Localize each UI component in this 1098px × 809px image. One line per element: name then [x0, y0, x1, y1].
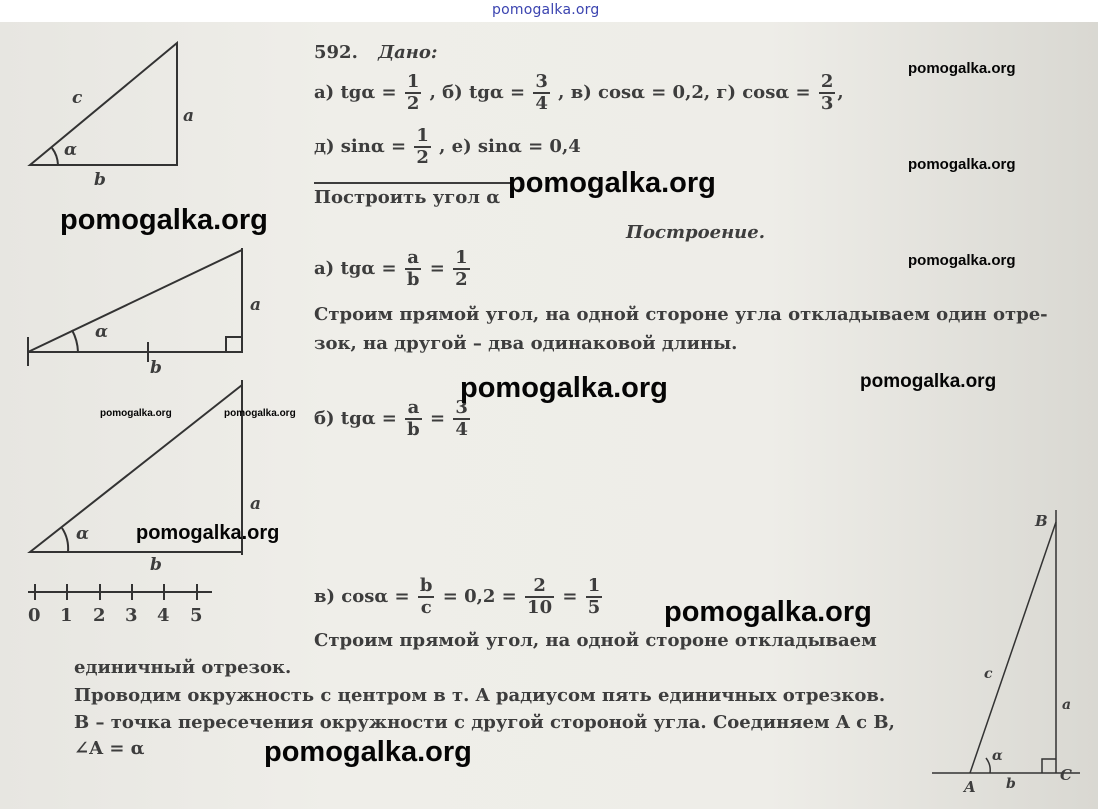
numerator: a — [405, 248, 422, 270]
task-text: Построить угол α — [314, 187, 501, 208]
figure3-label-b: b — [150, 555, 162, 575]
watermark: pomogalka.org — [908, 156, 1016, 173]
watermark: pomogalka.org — [908, 60, 1016, 77]
given-line-1 — [314, 72, 844, 114]
figure1-label-b: b — [94, 170, 106, 190]
figure4-angle-arc — [986, 758, 990, 773]
part-a-line-1: Строим прямой угол, на одной стороне угла откладываем один отре- — [314, 304, 1048, 325]
fraction — [453, 248, 470, 290]
part-b-prefix: б) tgα = — [314, 408, 397, 429]
watermark: pomogalka.org — [908, 252, 1016, 269]
part-v-line-1: Строим прямой угол, на одной стороне откладываем — [314, 630, 877, 651]
figure3-label-alpha: α — [76, 524, 90, 544]
denominator: 4 — [455, 419, 468, 440]
figure4-label-A: A — [964, 778, 976, 796]
given-e: , е) sinα = 0,4 — [439, 136, 581, 157]
fraction — [525, 576, 554, 618]
denominator: b — [406, 269, 420, 290]
fraction — [405, 72, 422, 114]
fraction — [418, 576, 435, 618]
given-label: Дано: — [378, 42, 438, 63]
given-line-2 — [314, 126, 581, 168]
figure1-label-a: a — [183, 106, 195, 126]
part-a-line-2: зок, на другой – два одинаковой длины. — [314, 333, 738, 354]
denominator: 10 — [527, 597, 553, 618]
denominator: c — [420, 597, 432, 618]
denominator: 2 — [406, 93, 420, 114]
given-b: , б) tgα = — [429, 82, 526, 103]
figure1-label-c: c — [72, 88, 83, 108]
fraction — [405, 398, 422, 440]
problem-number-text: 592. — [314, 42, 358, 63]
denominator: 3 — [820, 93, 834, 114]
given-a: а) tgα = — [314, 82, 397, 103]
fraction — [405, 248, 422, 290]
ruler-label-4: 4 — [157, 605, 170, 626]
ruler-label-5: 5 — [190, 605, 203, 626]
given-v-g: , в) cosα = 0,2, г) cosα = — [558, 82, 811, 103]
part-v-line-3: Проводим окружность с центром в т. A радиусом пять единичных отрезков. — [74, 685, 886, 706]
part-a-formula — [314, 248, 472, 290]
watermark: pomogalka.org — [60, 204, 268, 236]
comma: , — [837, 82, 844, 103]
numerator: 3 — [535, 71, 548, 92]
equals-value: = 0,2 = — [442, 586, 517, 607]
numerator: 1 — [406, 71, 420, 92]
figure4-label-C: C — [1060, 766, 1072, 784]
watermark: pomogalka.org — [460, 372, 668, 404]
figure2-right-angle — [226, 337, 242, 352]
numerator: a — [405, 398, 422, 420]
watermark: pomogalka.org — [224, 408, 296, 419]
fraction — [533, 72, 550, 114]
watermark: pomogalka.org — [508, 167, 716, 199]
ruler-label-1: 1 — [60, 605, 73, 626]
denominator: 5 — [587, 597, 601, 618]
numerator: 1 — [587, 575, 601, 596]
figure3-angle-arc — [62, 528, 68, 552]
fraction — [819, 72, 836, 114]
numerator: 3 — [455, 397, 468, 418]
problem-number — [314, 42, 438, 63]
figure1-triangle — [30, 43, 177, 165]
watermark: pomogalka.org — [100, 408, 172, 419]
watermark: pomogalka.org — [860, 371, 997, 392]
construction-title: Построение. — [626, 222, 765, 243]
watermark: pomogalka.org — [664, 596, 872, 628]
figure4-label-alpha: α — [992, 748, 1003, 764]
fraction — [586, 576, 603, 618]
figure4-label-b: b — [1006, 776, 1016, 792]
figure2-label-b: b — [150, 358, 162, 378]
top-watermark: pomogalka.org — [492, 2, 600, 18]
figure2-angle-arc — [72, 330, 78, 352]
ruler-label-0: 0 — [28, 605, 41, 626]
denominator: b — [407, 419, 420, 440]
given-d: д) sinα = — [314, 136, 407, 157]
numerator: 2 — [820, 71, 834, 92]
watermark: pomogalka.org — [264, 736, 472, 768]
part-b-formula — [314, 398, 472, 440]
figure3-label-a: a — [250, 494, 262, 514]
equals: = — [429, 258, 445, 279]
equals: = — [562, 586, 578, 607]
numerator: 1 — [455, 247, 468, 268]
numerator: 1 — [416, 125, 429, 146]
figure4-label-B: B — [1035, 512, 1048, 530]
figure1-label-alpha: α — [64, 140, 78, 160]
figure4-label-a: a — [1062, 697, 1072, 713]
figure4-label-c: c — [984, 666, 993, 682]
part-v-line-2: единичный отрезок. — [74, 657, 292, 678]
figure4-right-angle — [1042, 759, 1056, 773]
denominator: 2 — [416, 147, 429, 168]
part-v-formula — [314, 576, 604, 618]
given-divider — [314, 182, 512, 184]
ruler-label-2: 2 — [93, 605, 106, 626]
part-a-prefix: а) tgα = — [314, 258, 397, 279]
part-v-line-5: ∠A = α — [74, 738, 145, 759]
denominator: 4 — [535, 93, 548, 114]
watermark: pomogalka.org — [136, 522, 280, 544]
figure4-hypotenuse — [970, 522, 1056, 773]
fraction — [414, 126, 431, 168]
part-v-line-4: B – точка пересечения окружности с другой стороной угла. Соединяем A с B, — [74, 712, 895, 733]
figure2-triangle — [28, 250, 242, 352]
equals: = — [430, 408, 446, 429]
part-v-prefix: в) cosα = — [314, 586, 410, 607]
numerator: b — [419, 575, 433, 596]
figure1-angle-arc — [52, 148, 58, 165]
ruler-label-3: 3 — [125, 605, 138, 626]
figure2-label-a: a — [250, 295, 262, 315]
denominator: 2 — [455, 269, 468, 290]
numerator: 2 — [525, 576, 554, 598]
figure2-label-alpha: α — [95, 322, 109, 342]
